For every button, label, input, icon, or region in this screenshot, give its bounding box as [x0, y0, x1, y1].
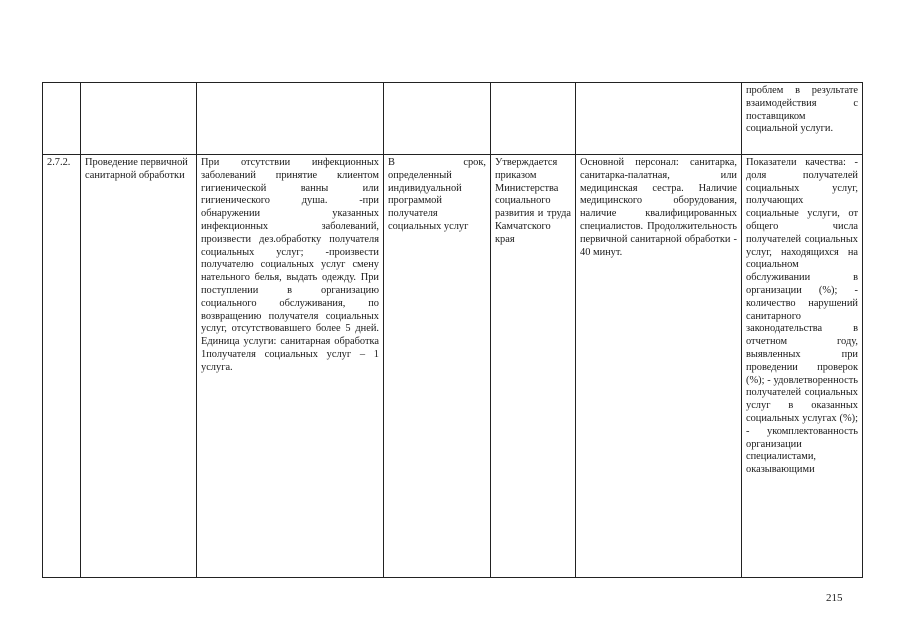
- table-row-continuation: [43, 83, 863, 155]
- cell-service-name: [81, 155, 197, 578]
- cell-tariff-empty: [491, 83, 576, 155]
- service-conditions: Основной персонал: санитарка, санитарка-палатная, или медицинская сестра. Наличие медицинского оборудования, наличие квалифицированных специалистов. Продолжительность первичной санитарной обработки - 40 минут.: [580, 157, 737, 258]
- services-table: [42, 82, 863, 578]
- cell-name-empty: [81, 83, 197, 155]
- cell-conditions: [576, 155, 742, 578]
- cell-indicators: [742, 155, 863, 578]
- cell-tariff: [491, 155, 576, 578]
- cell-description: [197, 155, 384, 578]
- cell-term-empty: [384, 83, 491, 155]
- page-number: 215: [826, 592, 843, 604]
- cell-conditions-empty: [576, 83, 742, 155]
- service-tariff: Утверждается приказом Министерства социального развития и труда Камчатского края: [495, 157, 571, 245]
- service-description: При отсутствии инфекционных заболеваний принятие клиентом гигиенической ванны или гигиенического душа. -при обнаружении указанных инфекционных заболеваний, произвести дез.обработку получателя социальных услуг; -произвести получателю социальных услуг смену нательного белья, выдать одежду. При поступлении в организацию социального обслуживания, по возвращению получателя социальных услуг, отсутствовавшего более 5 дней. Единица услуги: санитарная обработка 1получателя социальных услуг – 1 услуга.: [201, 157, 379, 373]
- cell-term: [384, 155, 491, 578]
- cell-description-empty: [197, 83, 384, 155]
- cell-indicators-continuation: [742, 83, 863, 155]
- cell-number-empty: [43, 83, 81, 155]
- service-indicators: Показатели качества: - доля получателей социальных услуг, получающих социальные услуги, от общего числа получателей социальных услуг, находящихся на социальном обслуживании в организации (%); - количество нарушений санитарного законодательства в отчетном году, выявленных при проведении проверок (%); - удовлетворенность получателей социальных услуг в оказанных социальных услугах (%); - укомплектованность организации специалистами, оказывающими: [746, 157, 858, 476]
- indicators-continuation-text: проблем в результате взаимодействия с поставщиком социальной услуги.: [746, 85, 858, 135]
- table-row-2-7-2: [43, 155, 863, 578]
- service-term: В срок, определенный индивидуальной программой получателя социальных услуг: [388, 157, 486, 232]
- row-number: 2.7.2.: [47, 157, 71, 168]
- service-name: Проведение первичной санитарной обработки: [85, 157, 188, 181]
- cell-number: [43, 155, 81, 578]
